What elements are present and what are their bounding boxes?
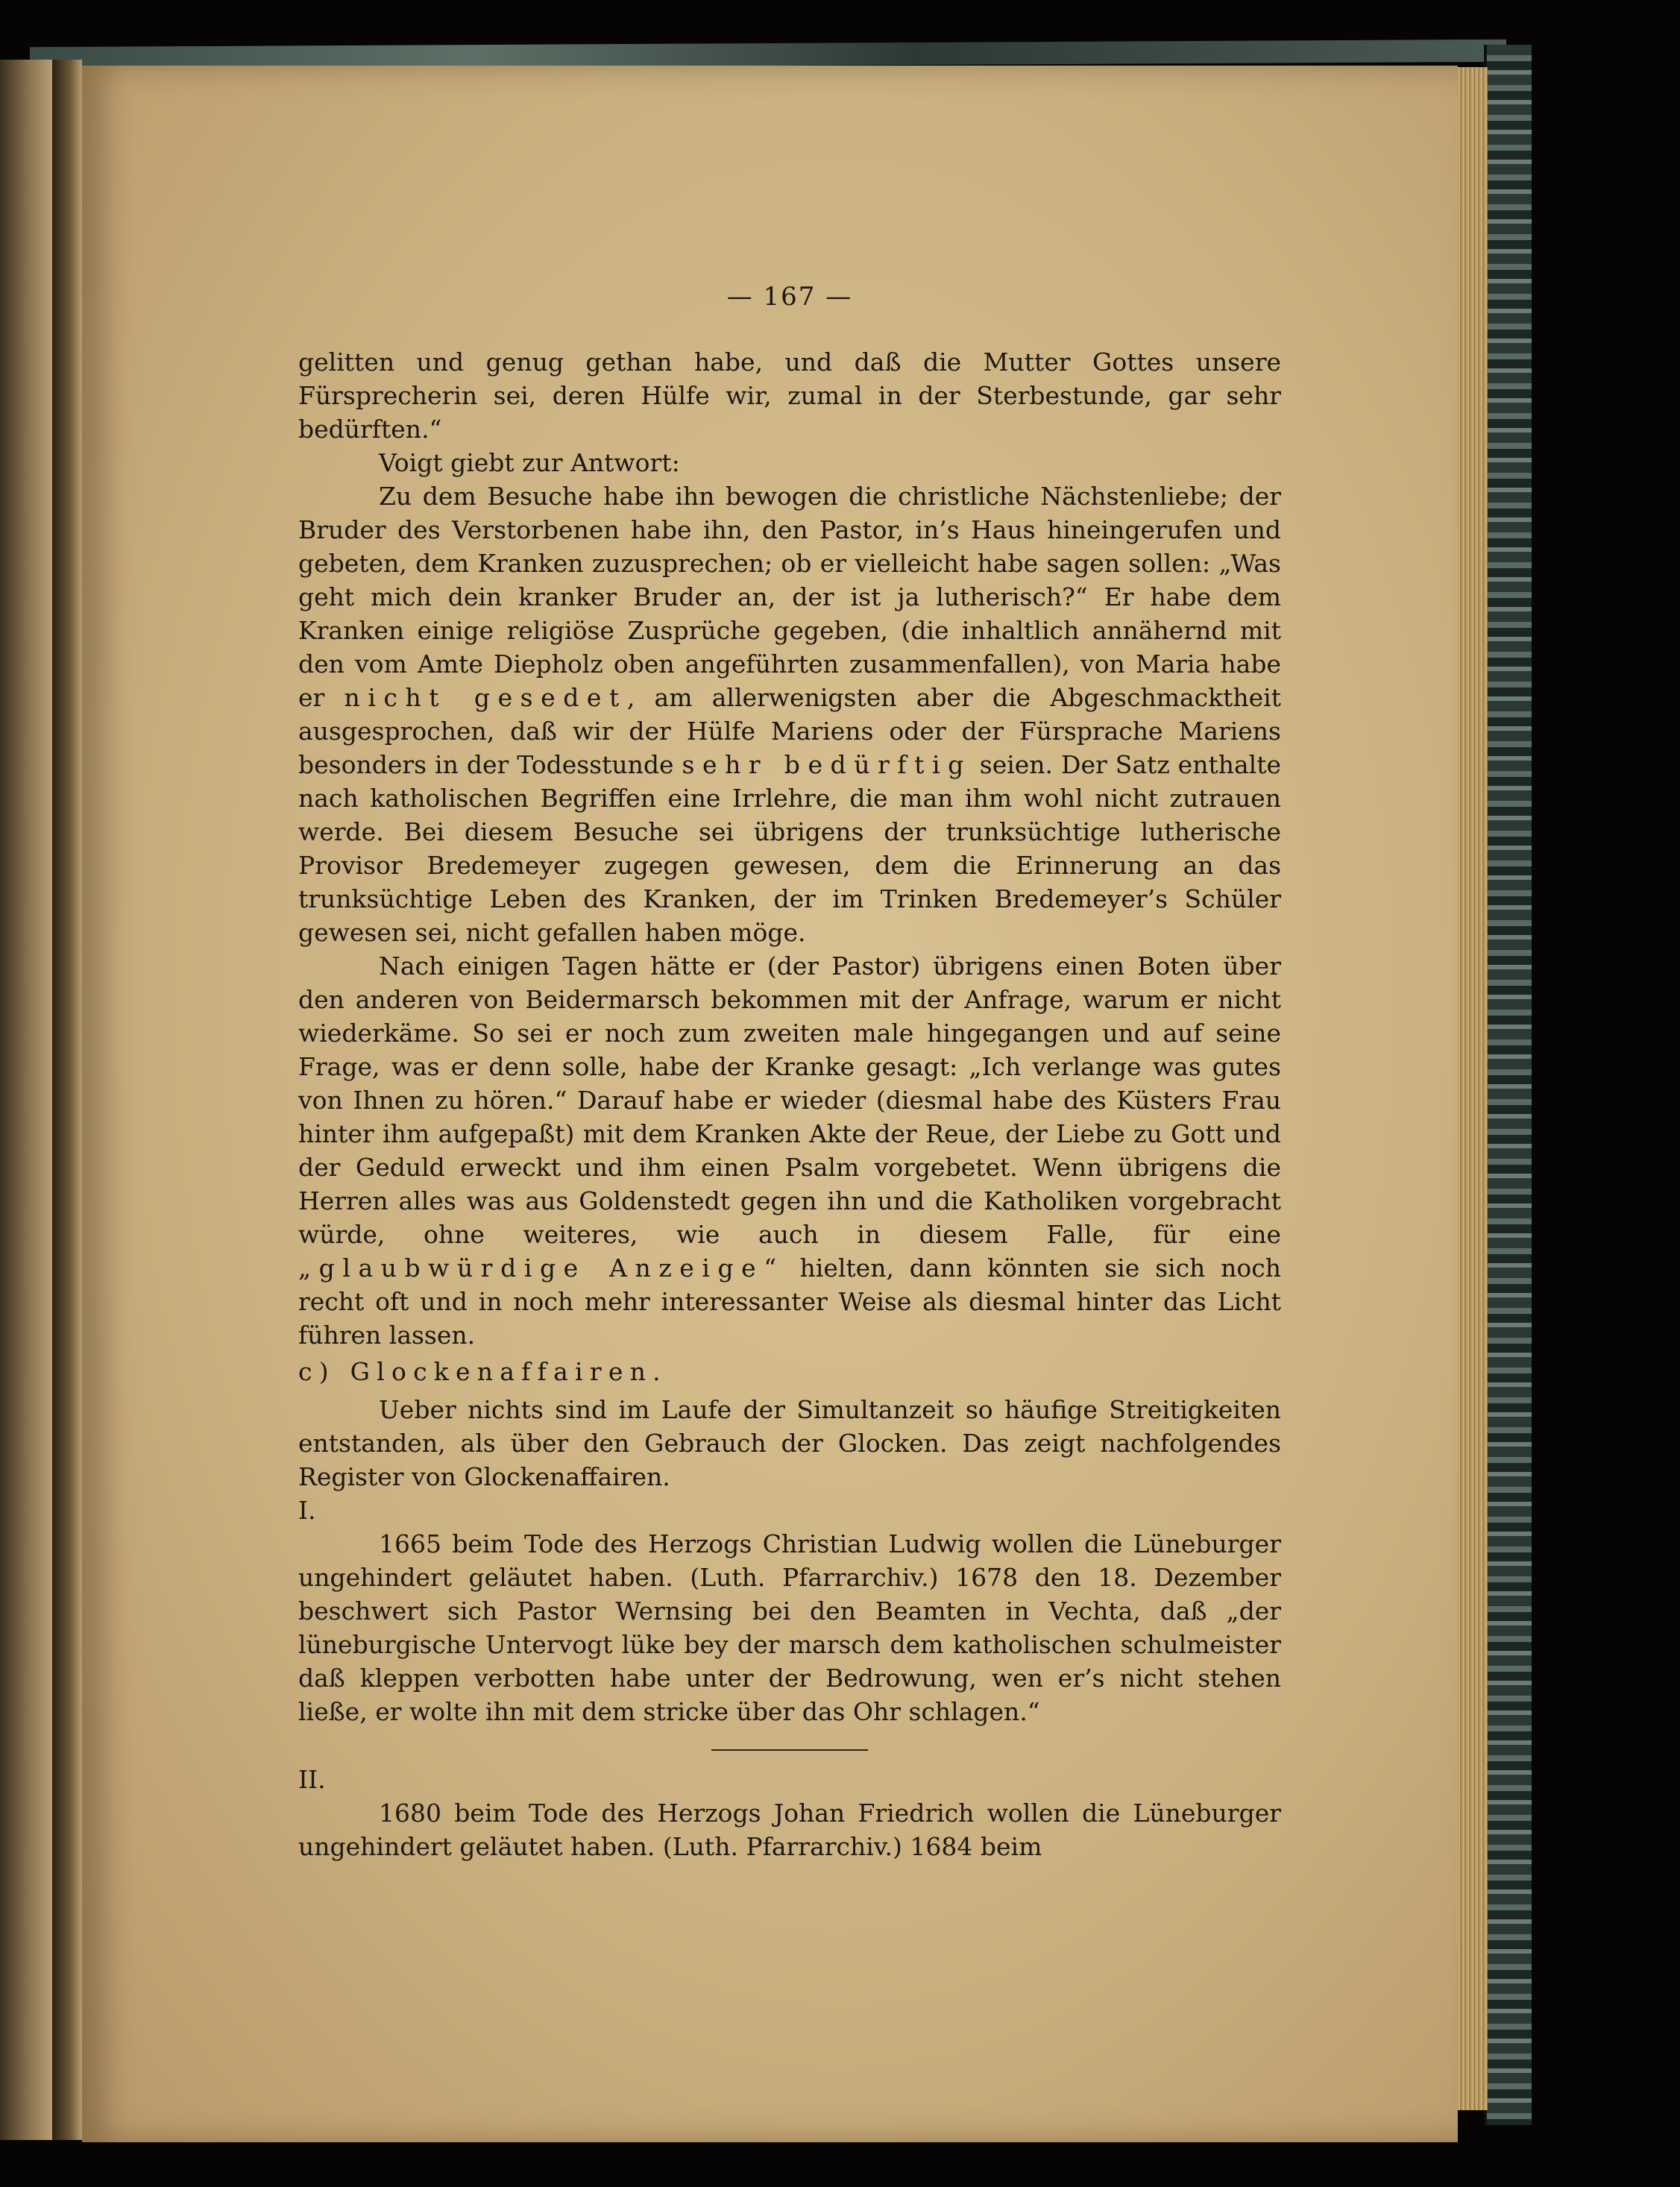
text-run: hielten, dann könnten sie sich noch recht oft und in noch mehr interessanter Weise als diesmal hinter das Licht führen lassen. bbox=[298, 1253, 1282, 1350]
emphasis-spaced: sehr bedürftig bbox=[682, 750, 972, 779]
divider bbox=[711, 1749, 868, 1751]
roman-numeral-heading: I. bbox=[298, 1496, 316, 1525]
text-run: Nach einigen Tagen hätte er (der Pastor) übrigens einen Boten über den anderen von Beidermarsch bekommen mit der Anfrage, warum er nicht wiederkäme. So sei er noch zum zweiten male hingegangen und auf seine Frage, was er denn solle, habe der Kranke gesagt: „Ich verlange was gutes von Ihnen zu hören.“ Darauf habe er wieder (diesmal habe des Küsters Frau hinter ihm aufgepaßt) mit dem Kranken Akte der Reue, der Liebe zu Gott und der Geduld erweckt und ihm einen Psalm vorgebetet. Wenn übrigens die Herren alles was aus Goldenstedt gegen ihn und die Katholiken vorgebracht würde, ohne weiteres, wie auch in diesem Falle, für eine bbox=[298, 951, 1281, 1249]
paragraph: Ueber nichts sind im Laufe der Simultanzeit so häufige Streitigkeiten entstanden, als über den Gebrauch der Glocken. Das zeigt nachfolgendes Register von Glockenaffairen. bbox=[298, 1395, 1281, 1491]
emphasis-spaced: nicht gesedet bbox=[344, 683, 627, 712]
text-run: , am allerwenigsten aber die Abgeschmacktheit ausgesprochen, daß wir der Hülfe Mariens oder der Fürsprache Mariens besonders in der Todesstunde bbox=[298, 683, 1282, 779]
roman-numeral-heading: II. bbox=[298, 1765, 326, 1794]
paragraph: 1665 beim Tode des Herzogs Christian Ludwig wollen die Lüneburger ungehindert geläutet haben. (Luth. Pfarrarchiv.) 1678 den 18. Dezember beschwert sich Pastor Wernsing bei den Beamten in Vechta, daß „der lüneburgische Untervogt lüke bey der marsch dem katholischen schulmeister daß kleppen verbotten habe unter der Bedrowung, wen er’s nicht stehen ließe, er wolte ihn mit dem stricke über das Ohr schlagen.“ bbox=[298, 1529, 1281, 1726]
page-edges bbox=[1454, 67, 1488, 2110]
paragraph: gelitten und genug gethan habe, und daß die Mutter Gottes unsere Fürsprecherin sei, deren Hülfe wir, zumal in der Sterbestunde, gar sehr bedürften.“ bbox=[298, 347, 1281, 444]
text-run: Zu dem Besuche habe ihn bewogen die christliche Nächstenliebe; der Bruder des Verstorbenen habe ihn, den Pastor, in’s Haus hineingerufen und gebeten, dem Kranken zuzusprechen; ob er vielleicht habe sagen sollen: „Was geht mich dein kranker Bruder an, der ist ja lutherisch?“ Er habe dem Kranken einige religiöse Zusprüche gegeben, (die inhaltlich annähernd mit den vom Amte Diepholz oben angeführten zusammenfallen), von Maria habe er bbox=[298, 482, 1281, 712]
page-body bbox=[298, 345, 1281, 1863]
paragraph: 1680 beim Tode des Herzogs Johan Friedrich wollen die Lüneburger ungehindert geläutet haben. (Luth. Pfarrarchiv.) 1684 beim bbox=[298, 1799, 1281, 1861]
section-heading: c) Glockenaffairen. bbox=[298, 1357, 667, 1386]
book-cover-edge bbox=[1484, 45, 1532, 2125]
paragraph bbox=[298, 479, 1281, 949]
page-number: — 167 — bbox=[726, 282, 853, 312]
text-run: seien. Der Satz enthalte nach katholischen Begriffen eine Irrlehre, die man ihm wohl nicht zutrauen werde. Bei diesem Besuche sei übrigens der trunksüchtige lutherische Provisor Bredemeyer zugegen gewesen, dem die Erinnerung an das trunksüchtige Leben des Kranken, der im Trinken Bredemeyer’s Schüler gewesen sei, nicht gefallen haben möge. bbox=[298, 750, 1281, 947]
paragraph: Voigt giebt zur Antwort: bbox=[379, 448, 680, 477]
emphasis-spaced: „glaubwürdige Anzeige“ bbox=[298, 1253, 784, 1283]
book-page bbox=[82, 66, 1458, 2142]
left-page-edge bbox=[0, 60, 52, 2140]
paragraph bbox=[298, 949, 1281, 1352]
book-gutter bbox=[52, 60, 82, 2140]
